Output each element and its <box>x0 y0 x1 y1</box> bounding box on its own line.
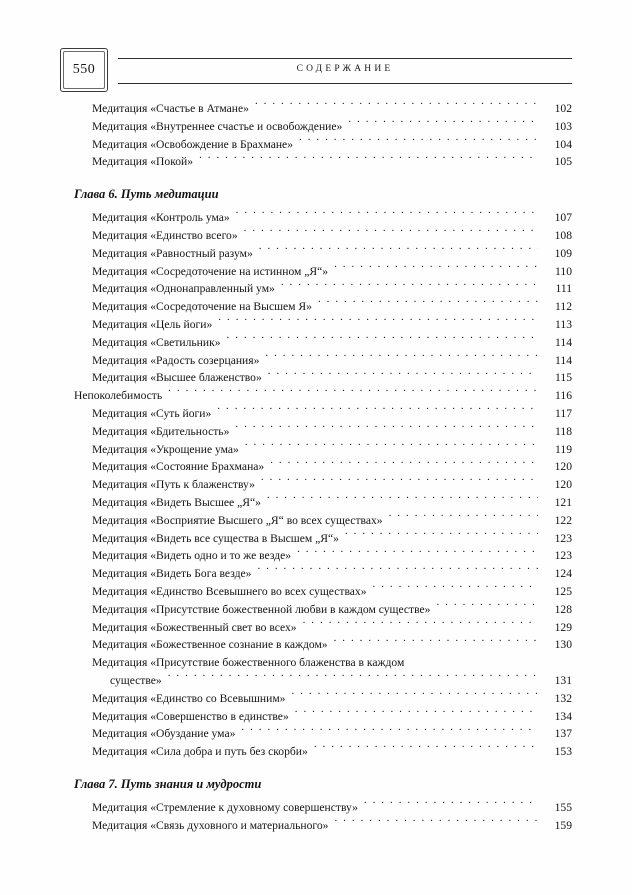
toc-entry-page: 114 <box>555 335 572 349</box>
toc-leader-dots <box>168 388 538 399</box>
toc-entry-page: 132 <box>554 691 572 705</box>
toc-leader-dots <box>297 548 538 559</box>
toc-entry-title: Медитация «Видеть все существа в Высшем „Я“» <box>92 531 339 545</box>
toc-leader-dots <box>295 709 538 720</box>
toc-entry-page: 128 <box>554 602 572 616</box>
toc-entry-title: Медитация «Сосредоточение на Высшем Я» <box>92 300 312 314</box>
toc-entry[interactable] <box>92 799 572 817</box>
toc-entry-page: 123 <box>554 531 572 545</box>
toc-entry[interactable] <box>92 512 572 530</box>
toc-entry-title: Медитация «Покой» <box>92 155 194 169</box>
toc-leader-dots <box>245 442 538 453</box>
toc-entry-page: 116 <box>555 389 572 403</box>
toc-entry-page: 159 <box>554 818 572 832</box>
toc-entry-page: 105 <box>554 155 572 169</box>
toc-entry-page: 108 <box>554 228 572 242</box>
toc-entry[interactable] <box>92 654 572 690</box>
toc-entry-page: 111 <box>555 282 572 296</box>
toc-entry-title: Медитация «Присутствие божественного блаженства в каждом <box>92 656 405 670</box>
toc-leader-dots <box>268 370 538 381</box>
toc-entry[interactable] <box>92 725 572 743</box>
toc-entry-page: 103 <box>554 119 572 133</box>
toc-leader-dots <box>236 210 538 221</box>
toc-entry-title: Медитация «Совершенство в единстве» <box>92 709 289 723</box>
toc-entry[interactable] <box>92 280 572 298</box>
toc-leader-dots <box>255 101 538 112</box>
toc-entry-page: 123 <box>554 549 572 563</box>
toc-entry-page: 131 <box>554 673 572 687</box>
toc-leader-dots <box>241 726 538 737</box>
toc-leader-dots <box>267 495 538 506</box>
toc-entry-title: Медитация «Видеть одно и то же везде» <box>92 549 292 563</box>
toc-entry[interactable] <box>92 245 572 263</box>
toc-entry[interactable] <box>74 387 572 405</box>
toc-entry-title: Медитация «Бдительность» <box>92 424 230 438</box>
toc-leader-dots <box>270 459 538 470</box>
toc-entry-page: 134 <box>554 709 572 723</box>
toc-entry-title: Медитация «Радость созерцания» <box>92 353 260 367</box>
toc-entry-page: 113 <box>555 317 572 331</box>
toc-entry[interactable] <box>92 583 572 601</box>
toc-entry-title: Медитация «Однонаправленный ум» <box>92 282 275 296</box>
chapter-heading: Глава 6. Путь медитации <box>74 187 219 202</box>
toc-entry[interactable] <box>92 263 572 281</box>
toc-entry[interactable] <box>92 708 572 726</box>
toc-entry-page: 125 <box>554 584 572 598</box>
toc-leader-dots <box>199 154 538 165</box>
toc-entry[interactable] <box>92 369 572 387</box>
toc-entry-title: Медитация «Единство всего» <box>92 228 238 242</box>
table-of-contents <box>60 100 572 834</box>
toc-entry[interactable] <box>92 298 572 316</box>
toc-entry[interactable] <box>92 136 572 154</box>
toc-entry-page: 119 <box>555 442 572 456</box>
page-header <box>60 48 572 92</box>
toc-entry[interactable] <box>92 441 572 459</box>
toc-leader-dots <box>303 620 538 631</box>
toc-entry[interactable] <box>92 334 572 352</box>
toc-leader-dots <box>348 119 538 130</box>
toc-entry-page: 120 <box>554 478 572 492</box>
toc-leader-dots <box>265 353 538 364</box>
toc-leader-dots <box>345 531 538 542</box>
toc-entry-title: Медитация «Обуздание ума» <box>92 727 236 741</box>
toc-entry-title: Медитация «Суть йоги» <box>92 406 212 420</box>
toc-entry[interactable] <box>92 817 572 835</box>
toc-leader-dots <box>257 566 538 577</box>
toc-entry-title: Медитация «Равностный разум» <box>92 246 253 260</box>
toc-leader-dots <box>318 299 538 310</box>
toc-entry-title: Медитация «Восприятие Высшего „Я“ во всех существах» <box>92 513 383 527</box>
toc-entry[interactable] <box>92 118 572 136</box>
toc-leader-dots <box>364 800 538 811</box>
toc-entry-title: Медитация «Освобождение в Брахмане» <box>92 137 293 151</box>
toc-entry-page: 121 <box>554 495 572 509</box>
toc-entry[interactable] <box>92 316 572 334</box>
toc-entry-title: Медитация «Укрощение ума» <box>92 442 239 456</box>
toc-leader-dots <box>281 281 538 292</box>
toc-leader-dots <box>235 424 538 435</box>
toc-entry-page: 115 <box>555 371 572 385</box>
toc-entry-title: Медитация «Стремление к духовному совершенству» <box>92 800 358 814</box>
toc-entry-title: Медитация «Контроль ума» <box>92 211 230 225</box>
toc-leader-dots <box>259 246 538 257</box>
toc-entry-title: Медитация «Связь духовного и материального» <box>92 818 329 832</box>
toc-entry-page: 137 <box>554 727 572 741</box>
toc-entry-title-cont: существе» <box>110 673 162 687</box>
toc-entry[interactable] <box>92 352 572 370</box>
toc-entry-page: 114 <box>555 353 572 367</box>
toc-entry-page: 124 <box>554 567 572 581</box>
toc-entry-title: Медитация «Божественное сознание в каждом» <box>92 638 328 652</box>
toc-entry[interactable] <box>92 619 572 637</box>
toc-entry-title: Медитация «Светильник» <box>92 335 221 349</box>
toc-leader-dots <box>168 673 538 684</box>
toc-leader-dots <box>373 584 538 595</box>
toc-leader-dots <box>261 477 538 488</box>
toc-entry-title: Медитация «Счастье в Атмане» <box>92 102 249 115</box>
toc-entry-title: Медитация «Видеть Бога везде» <box>92 567 252 581</box>
toc-entry-page: 129 <box>554 620 572 634</box>
toc-entry-page: 102 <box>554 102 572 115</box>
toc-leader-dots <box>334 637 538 648</box>
toc-entry[interactable] <box>92 100 572 118</box>
toc-entry[interactable] <box>92 601 572 619</box>
toc-entry[interactable] <box>92 547 572 565</box>
toc-entry-title: Медитация «Путь к блаженству» <box>92 478 255 492</box>
header-rule-bottom <box>118 83 572 84</box>
toc-leader-dots <box>436 602 538 613</box>
toc-leader-dots <box>218 317 538 328</box>
toc-entry-page: 109 <box>554 246 572 260</box>
toc-entry-page: 104 <box>554 137 572 151</box>
toc-entry-page: 120 <box>554 460 572 474</box>
toc-entry-title: Медитация «Цель йоги» <box>92 317 213 331</box>
toc-entry-title: Медитация «Внутреннее счастье и освобождение» <box>92 119 343 133</box>
toc-entry[interactable] <box>92 690 572 708</box>
toc-entry[interactable] <box>92 565 572 583</box>
toc-entry-page: 107 <box>554 211 572 225</box>
toc-leader-dots <box>334 818 538 829</box>
toc-entry-title: Медитация «Видеть Высшее „Я“» <box>92 495 261 509</box>
toc-entry[interactable] <box>92 405 572 423</box>
toc-entry-title: Медитация «Присутствие божественной любви в каждом существе» <box>92 602 431 616</box>
toc-entry[interactable] <box>92 209 572 227</box>
toc-entry[interactable] <box>92 530 572 548</box>
toc-entry[interactable] <box>92 458 572 476</box>
toc-leader-dots <box>217 406 538 417</box>
toc-entry-page: 112 <box>555 300 572 314</box>
toc-entry-page: 122 <box>554 513 572 527</box>
toc-entry[interactable] <box>92 227 572 245</box>
toc-entry-page: 118 <box>555 424 572 438</box>
toc-entry-page: 110 <box>555 264 572 278</box>
toc-leader-dots <box>334 264 538 275</box>
toc-entry-page: 117 <box>555 406 572 420</box>
toc-entry-page: 153 <box>554 745 572 759</box>
header-rules <box>118 54 572 86</box>
toc-leader-dots <box>227 335 538 346</box>
toc-entry-title: Медитация «Высшее блаженство» <box>92 371 262 385</box>
chapter-heading: Глава 7. Путь знания и мудрости <box>74 776 262 791</box>
toc-leader-dots <box>314 744 538 755</box>
toc-entry-page: 155 <box>554 800 572 814</box>
toc-leader-dots <box>389 513 538 524</box>
toc-entry[interactable] <box>92 636 572 654</box>
toc-entry[interactable] <box>92 476 572 494</box>
toc-entry-title: Медитация «Сосредоточение на истинном „Я“» <box>92 264 329 278</box>
header-rule-top <box>118 58 572 59</box>
toc-entry[interactable] <box>92 423 572 441</box>
toc-entry-title: Непоколебимость <box>74 389 163 403</box>
toc-leader-dots <box>244 228 538 239</box>
toc-entry[interactable] <box>92 153 572 171</box>
toc-entry-title: Медитация «Сила добра и путь без скорби» <box>92 745 308 759</box>
toc-leader-dots <box>291 691 538 702</box>
toc-entry[interactable] <box>92 494 572 512</box>
toc-entry-title: Медитация «Единство Всевышнего во всех существах» <box>92 584 367 598</box>
toc-entry-page: 130 <box>554 638 572 652</box>
toc-entry[interactable] <box>92 743 572 761</box>
toc-leader-dots <box>299 137 538 148</box>
page-number-box <box>60 48 108 92</box>
toc-entry-title: Медитация «Божественный свет во всех» <box>92 620 297 634</box>
page-number: 550 <box>72 62 96 77</box>
toc-entry-title: Медитация «Единство со Всевышним» <box>92 691 286 705</box>
toc-entry-title: Медитация «Состояние Брахмана» <box>92 460 265 474</box>
running-head: СОДЕРЖАНИЕ <box>296 64 394 74</box>
